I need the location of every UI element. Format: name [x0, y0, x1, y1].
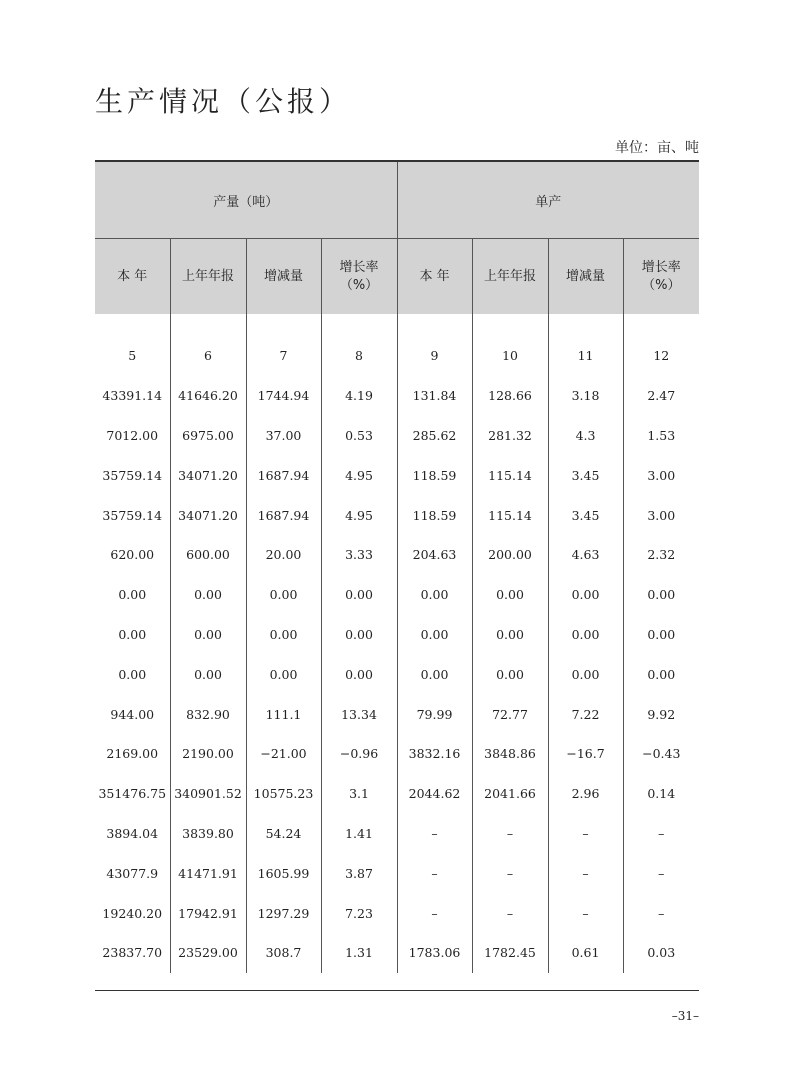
column-header-label: 本 年	[419, 268, 450, 284]
column-header-label: 上年年报	[181, 268, 234, 284]
table-cell: 3839.80	[170, 814, 246, 854]
table-cell: 11	[548, 336, 623, 376]
table-row	[95, 814, 699, 854]
table-cell: 3832.16	[397, 734, 472, 774]
table-cell: 3894.04	[106, 825, 159, 841]
table-cell: 0.00	[321, 575, 397, 615]
table-cell: 9	[397, 336, 472, 376]
table-cell: –	[548, 893, 623, 933]
table-cell: 20.00	[246, 535, 321, 575]
table-cell: 72.77	[472, 694, 548, 734]
table-row	[95, 694, 699, 734]
table-cell: 0.00	[170, 654, 246, 694]
table-row	[95, 455, 699, 495]
table-row	[95, 615, 699, 655]
table-cell: 944.00	[110, 706, 155, 722]
table-body	[95, 314, 699, 973]
table-cell: 4.63	[548, 535, 623, 575]
table-cell: 3.33	[321, 535, 397, 575]
column-header-row	[95, 239, 699, 315]
table-row	[95, 853, 699, 893]
table-row	[95, 575, 699, 615]
table-cell: 285.62	[397, 416, 472, 456]
table-cell: 0.00	[623, 654, 699, 694]
table-cell: –	[472, 893, 548, 933]
table-cell: 1783.06	[397, 933, 472, 973]
table-row	[95, 376, 699, 416]
table-cell: 35759.14	[102, 507, 163, 523]
spacer-row	[95, 314, 699, 336]
table-cell: 43077.9	[106, 865, 159, 881]
table-row	[95, 774, 699, 814]
column-header	[548, 239, 623, 315]
table-row	[95, 933, 699, 973]
table-cell: 7012.00	[106, 427, 159, 443]
table-row	[95, 654, 699, 694]
table-cell: 0.00	[321, 654, 397, 694]
table-cell: 3.18	[548, 376, 623, 416]
table-cell: 3.45	[548, 495, 623, 535]
group-header-output: 产量（吨）	[95, 161, 397, 239]
table-cell: –	[472, 853, 548, 893]
column-header	[95, 239, 170, 315]
table-cell: –	[548, 853, 623, 893]
table-cell: 6	[170, 336, 246, 376]
page-title: 生产情况（公报）	[95, 85, 352, 118]
table-cell: 9.92	[623, 694, 699, 734]
column-header-label: 增减量	[263, 268, 303, 284]
table-cell: 7.22	[548, 694, 623, 734]
table-cell: 3.87	[321, 853, 397, 893]
table-cell: 8	[321, 336, 397, 376]
table-bottom-rule	[95, 990, 699, 991]
table-cell: 0.14	[623, 774, 699, 814]
column-header-label: 增长率	[641, 259, 681, 275]
table-cell: 0.03	[623, 933, 699, 973]
table-cell: –	[397, 814, 472, 854]
table-cell: 6975.00	[170, 416, 246, 456]
table-cell: 4.95	[321, 495, 397, 535]
column-header	[397, 239, 472, 315]
table-cell: 3848.86	[472, 734, 548, 774]
table-cell: 23837.70	[102, 945, 163, 961]
table-cell: 17942.91	[170, 893, 246, 933]
column-header-unit: （%）	[339, 277, 379, 293]
table-cell: 0.00	[472, 615, 548, 655]
group-header-row	[95, 161, 699, 239]
table-cell: 0.00	[118, 666, 147, 682]
column-header	[170, 239, 246, 315]
table-cell: 4.3	[548, 416, 623, 456]
table-row	[95, 495, 699, 535]
table-cell: 832.90	[170, 694, 246, 734]
table-cell: –	[472, 814, 548, 854]
table-cell: 54.24	[246, 814, 321, 854]
table-cell: 41471.91	[170, 853, 246, 893]
production-table	[95, 160, 699, 973]
table-cell: −16.7	[548, 734, 623, 774]
table-cell: 115.14	[472, 495, 548, 535]
table-cell: 0.00	[397, 615, 472, 655]
table-cell: 3.00	[623, 455, 699, 495]
table-cell: 0.00	[472, 575, 548, 615]
table-cell: –	[397, 893, 472, 933]
table-cell: 3.1	[321, 774, 397, 814]
column-header	[246, 239, 321, 315]
table-cell: 118.59	[397, 495, 472, 535]
table-cell: 1605.99	[246, 853, 321, 893]
table-cell: 340901.52	[170, 774, 246, 814]
table-cell: 0.00	[548, 654, 623, 694]
table-row	[95, 734, 699, 774]
table-cell: –	[623, 853, 699, 893]
table-cell: 0.00	[118, 626, 147, 642]
table-cell: 4.95	[321, 455, 397, 495]
table-cell: –	[623, 814, 699, 854]
table-cell: 35759.14	[102, 467, 163, 483]
table-cell: 115.14	[472, 455, 548, 495]
table-cell: 0.00	[170, 615, 246, 655]
table-cell: 43391.14	[102, 388, 163, 404]
table-cell: 1.53	[623, 416, 699, 456]
table-cell: 0.00	[548, 575, 623, 615]
table-cell: 2.47	[623, 376, 699, 416]
table-cell: 600.00	[170, 535, 246, 575]
table-cell: 7.23	[321, 893, 397, 933]
table-cell: 111.1	[246, 694, 321, 734]
table-cell: 10	[472, 336, 548, 376]
table-cell: 7	[246, 336, 321, 376]
table-cell: 0.00	[246, 615, 321, 655]
column-header	[472, 239, 548, 315]
table-cell: 41646.20	[170, 376, 246, 416]
table-cell: 10575.23	[246, 774, 321, 814]
table-cell: 79.99	[397, 694, 472, 734]
table-row	[95, 336, 699, 376]
table-cell: 1744.94	[246, 376, 321, 416]
table-cell: 2044.62	[397, 774, 472, 814]
table-cell: 204.63	[397, 535, 472, 575]
table-cell: 1687.94	[246, 455, 321, 495]
table-cell: 3.00	[623, 495, 699, 535]
table-cell: 4.19	[321, 376, 397, 416]
table-cell: 1.41	[321, 814, 397, 854]
table-cell: 2.96	[548, 774, 623, 814]
table-cell: −0.96	[321, 734, 397, 774]
column-header	[321, 239, 397, 315]
table-cell: 131.84	[397, 376, 472, 416]
table-cell: –	[548, 814, 623, 854]
table-cell: 13.34	[321, 694, 397, 734]
table-cell: 23529.00	[170, 933, 246, 973]
table-cell: 0.00	[118, 587, 147, 603]
table-cell: –	[397, 853, 472, 893]
table-cell: −21.00	[246, 734, 321, 774]
table-cell: 118.59	[397, 455, 472, 495]
table-cell: 0.00	[246, 654, 321, 694]
table-cell: 1.31	[321, 933, 397, 973]
table-cell: 0.53	[321, 416, 397, 456]
table-row	[95, 416, 699, 456]
table-cell: 1687.94	[246, 495, 321, 535]
table-cell: 0.00	[246, 575, 321, 615]
table-cell: 34071.20	[170, 495, 246, 535]
table-row	[95, 893, 699, 933]
table-cell: 0.00	[623, 575, 699, 615]
column-header-label: 增减量	[566, 268, 606, 284]
table-cell: 0.00	[170, 575, 246, 615]
table-cell: 5	[128, 348, 137, 364]
table-cell: 12	[623, 336, 699, 376]
table-cell: 0.00	[397, 654, 472, 694]
table-cell: 351476.75	[98, 786, 167, 802]
table-cell: 200.00	[472, 535, 548, 575]
table-cell: 128.66	[472, 376, 548, 416]
table-cell: 0.00	[397, 575, 472, 615]
table-cell: 2169.00	[106, 746, 159, 762]
table-cell: −0.43	[623, 734, 699, 774]
table-cell: 2041.66	[472, 774, 548, 814]
table-row	[95, 535, 699, 575]
column-header-label: 上年年报	[484, 268, 537, 284]
table-cell: 281.32	[472, 416, 548, 456]
group-header-yield: 单产	[397, 161, 699, 239]
table-cell: 308.7	[246, 933, 321, 973]
column-header-label: 增长率	[339, 259, 379, 275]
table-cell: 19240.20	[102, 905, 163, 921]
table-cell: –	[623, 893, 699, 933]
unit-label: 单位：亩、吨	[615, 140, 699, 156]
table-cell: 0.00	[472, 654, 548, 694]
table-cell: 34071.20	[170, 455, 246, 495]
table-cell: 2.32	[623, 535, 699, 575]
page-number: –31–	[671, 1009, 699, 1023]
table-cell: 620.00	[110, 547, 155, 563]
table-cell: 3.45	[548, 455, 623, 495]
table-cell: 0.00	[548, 615, 623, 655]
table-cell: 37.00	[246, 416, 321, 456]
table-cell: 1297.29	[246, 893, 321, 933]
table-cell: 0.00	[321, 615, 397, 655]
table-cell: 1782.45	[472, 933, 548, 973]
table-cell: 2190.00	[170, 734, 246, 774]
table-cell: 0.00	[623, 615, 699, 655]
column-header-label: 本 年	[117, 268, 148, 284]
table-cell: 0.61	[548, 933, 623, 973]
column-header	[623, 239, 699, 315]
column-header-unit: （%）	[642, 277, 681, 293]
